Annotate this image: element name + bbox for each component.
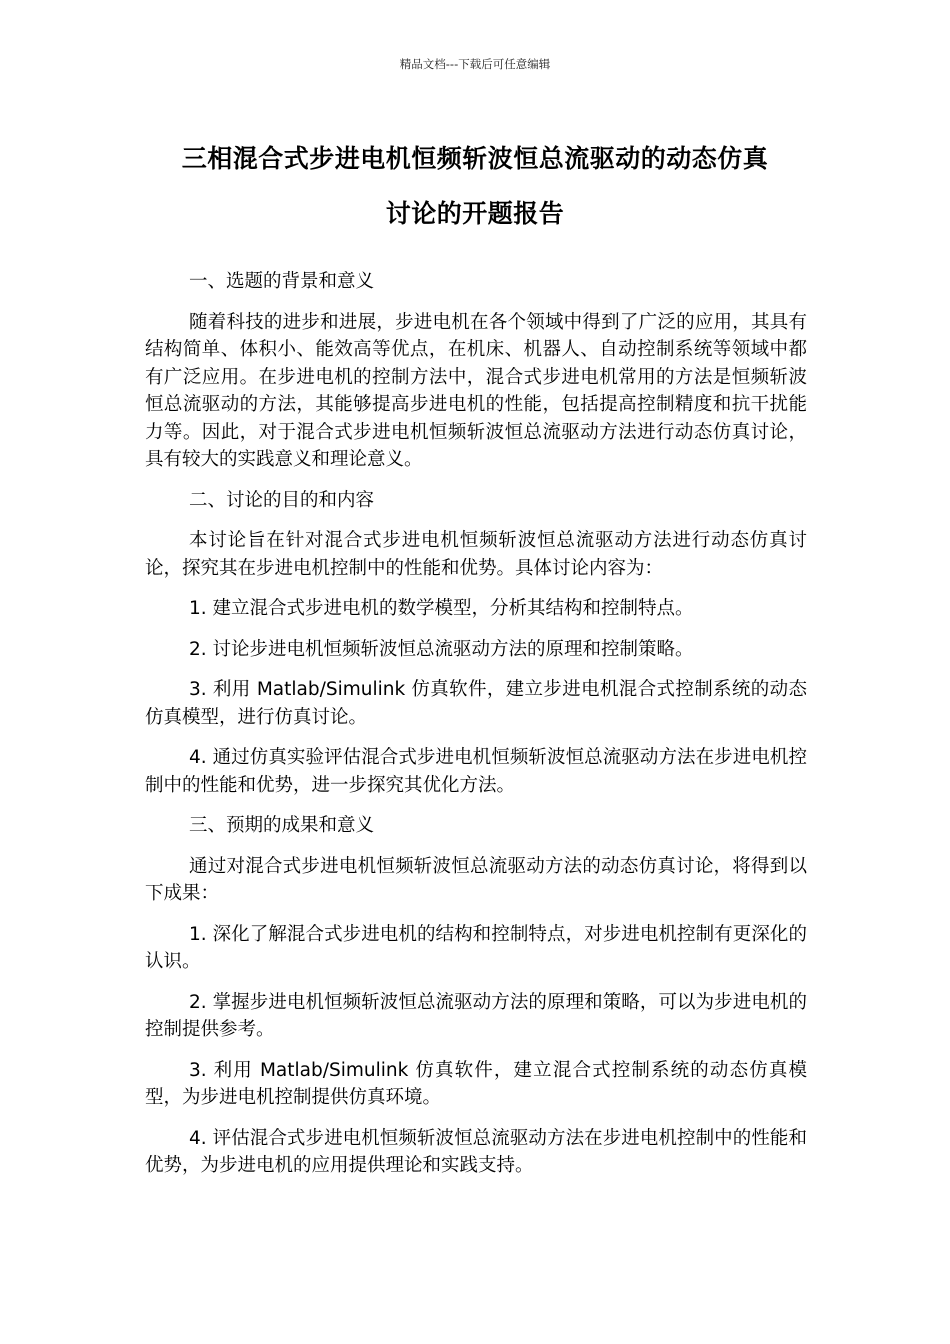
header-note: 精品文档---下载后可任意编辑 [399, 57, 551, 71]
document-body [145, 268, 807, 1193]
paragraph-purpose-intro: 本讨论旨在针对混合式步进电机恒频斩波恒总流驱动方法进行动态仿真讨论，探究其在步进电机控制中的性能和优势。具体讨论内容为： [145, 530, 807, 579]
list-item-purpose-3: 3. 利用 Matlab/Simulink 仿真软件，建立步进电机混合式控制系统的动态仿真模型，进行仿真讨论。 [145, 679, 807, 728]
document-title-line-2: 讨论的开题报告 [385, 199, 565, 228]
list-item-purpose-2: 2. 讨论步进电机恒频斩波恒总流驱动方法的原理和控制策略。 [189, 638, 694, 660]
paragraph-background: 随着科技的进步和进展，步进电机在各个领域中得到了广泛的应用，其具有结构简单、体积小、能效高等优点，在机床、机器人、自动控制系统等领域中都有广泛应用。在步进电机的控制方法中，混合式步进电机常用的方法是恒频斩波恒总流驱动的方法，其能够提高步进电机的性能，包括提高控制精度和抗干扰能力等。因此，对于混合式步进电机恒频斩波恒总流驱动方法进行动态仿真讨论，具有较大的实践意义和理论意义。 [145, 311, 807, 470]
list-item-outcome-3: 3. 利用 Matlab/Simulink 仿真软件，建立混合式控制系统的动态仿真模型，为步进电机控制提供仿真环境。 [145, 1059, 807, 1108]
document-title-line-1: 三相混合式步进电机恒频斩波恒总流驱动的动态仿真 [181, 144, 769, 173]
list-item-outcome-1: 1. 深化了解混合式步进电机的结构和控制特点，对步进电机控制有更深化的认识。 [145, 923, 807, 972]
list-item-outcome-4: 4. 评估混合式步进电机恒频斩波恒总流驱动方法在步进电机控制中的性能和优势，为步进电机的应用提供理论和实践支持。 [145, 1127, 807, 1176]
section-heading-purpose: 二、讨论的目的和内容 [189, 489, 375, 511]
list-item-purpose-1: 1. 建立混合式步进电机的数学模型，分析其结构和控制特点。 [189, 598, 694, 619]
section-heading-outcomes: 三、预期的成果和意义 [189, 815, 375, 836]
list-item-outcome-2: 2. 掌握步进电机恒频斩波恒总流驱动方法的原理和策略，可以为步进电机的控制提供参考。 [145, 991, 807, 1040]
paragraph-outcomes-intro: 通过对混合式步进电机恒频斩波恒总流驱动方法的动态仿真讨论，将得到以下成果： [145, 855, 807, 904]
list-item-purpose-4: 4. 通过仿真实验评估混合式步进电机恒频斩波恒总流驱动方法在步进电机控制中的性能和优势，进一步探究其优化方法。 [145, 747, 807, 796]
section-heading-background: 一、选题的背景和意义 [189, 271, 375, 292]
